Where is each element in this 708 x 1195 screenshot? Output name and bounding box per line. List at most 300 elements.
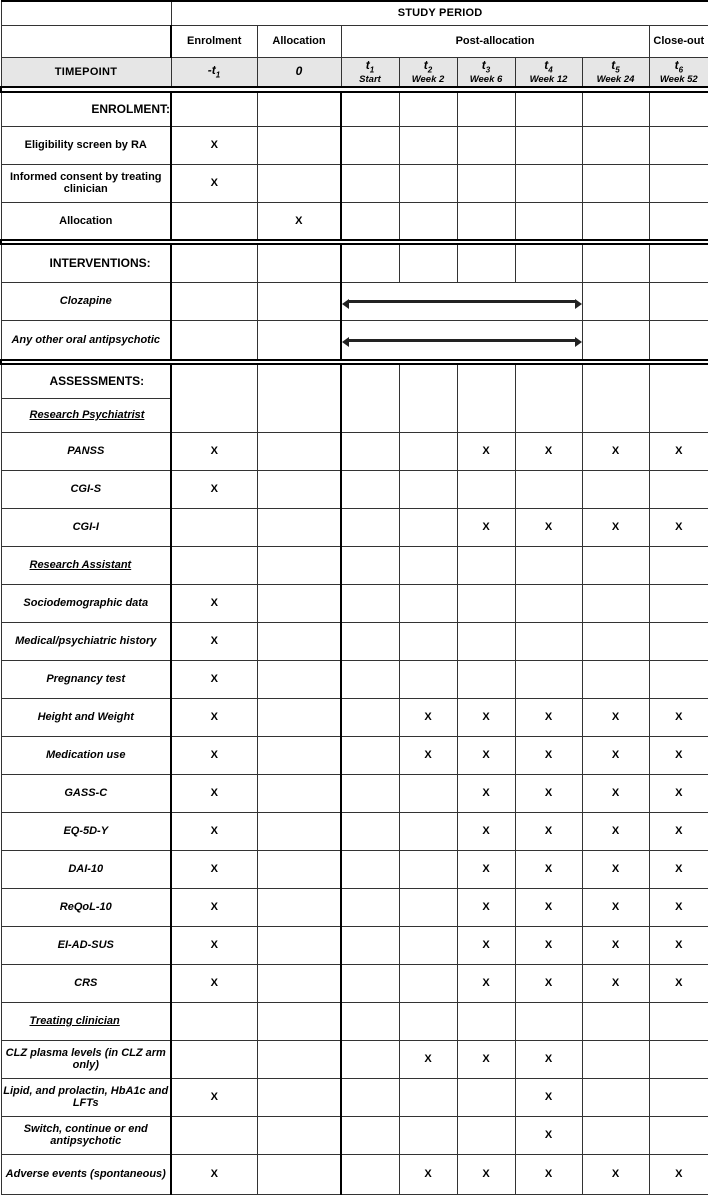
- mark-cell: [649, 622, 708, 660]
- mark-cell: X: [171, 660, 257, 698]
- cell-blank: [341, 398, 399, 432]
- mark-cell: [399, 1078, 457, 1116]
- mark-cell: [257, 926, 341, 964]
- cell-blank: [257, 92, 341, 126]
- study-period-title: STUDY PERIOD: [171, 1, 708, 25]
- mark-cell: X: [399, 736, 457, 774]
- mark-cell: X: [515, 1154, 582, 1194]
- mark-cell: [341, 470, 399, 508]
- timepoint-code-6: t: [611, 58, 615, 72]
- mark-cell: [341, 1154, 399, 1194]
- table-row: [1, 1078, 708, 1116]
- mark-cell: [582, 1040, 649, 1078]
- table-row: [1, 202, 708, 240]
- mark-cell: [341, 812, 399, 850]
- cell-blank: [582, 1002, 649, 1040]
- mark-cell: [515, 126, 582, 164]
- cell-blank: [649, 244, 708, 282]
- mark-cell: X: [171, 432, 257, 470]
- mark-cell: [257, 1154, 341, 1194]
- mark-cell: [171, 320, 257, 360]
- timepoint-sub-4: 3: [486, 65, 490, 74]
- timepoint-t3: [457, 57, 515, 87]
- table-row: [1, 622, 708, 660]
- cell-blank: [649, 1002, 708, 1040]
- mark-cell: X: [171, 164, 257, 202]
- table-row: [1, 888, 708, 926]
- mark-cell: X: [171, 736, 257, 774]
- timepoint-t1: [341, 57, 399, 87]
- cell-blank: [257, 546, 341, 584]
- mark-cell: X: [399, 698, 457, 736]
- mark-cell: [257, 320, 341, 360]
- mark-cell: [257, 774, 341, 812]
- mark-cell: [649, 202, 708, 240]
- timepoint-code-3: t: [424, 58, 428, 72]
- mark-cell: [341, 508, 399, 546]
- mark-cell: [171, 1116, 257, 1154]
- mark-cell: [171, 282, 257, 320]
- mark-cell: [399, 660, 457, 698]
- mark-cell: X: [649, 926, 708, 964]
- mark-cell: X: [171, 698, 257, 736]
- table-row: [1, 1040, 708, 1078]
- mark-cell: [515, 584, 582, 622]
- row-label-other-antipsychotic: Any other oral antipsychotic: [1, 320, 171, 360]
- mark-cell: X: [515, 736, 582, 774]
- timepoint-sub-5: 4: [548, 65, 552, 74]
- cell-blank: [649, 398, 708, 432]
- cell-blank: [399, 364, 457, 398]
- table-row: [1, 964, 708, 1002]
- table-row: [1, 584, 708, 622]
- timepoint-week-2: Start: [342, 75, 399, 85]
- table-row: [1, 698, 708, 736]
- mark-cell: [341, 1040, 399, 1078]
- mark-cell: [649, 1040, 708, 1078]
- table-row: [1, 432, 708, 470]
- cell-blank: [171, 1002, 257, 1040]
- mark-cell: [399, 508, 457, 546]
- mark-cell: [582, 282, 649, 320]
- mark-cell: [257, 888, 341, 926]
- header-row-phases: [1, 25, 708, 57]
- mark-cell: [341, 622, 399, 660]
- cell-blank: [515, 364, 582, 398]
- mark-cell: X: [582, 964, 649, 1002]
- section-title-interventions: INTERVENTIONS:: [1, 244, 171, 282]
- mark-cell: X: [171, 926, 257, 964]
- mark-cell: [257, 698, 341, 736]
- timepoint-code-2: t: [366, 58, 370, 72]
- timepoint-code-1: 0: [296, 64, 303, 78]
- timepoint-label: TIMEPOINT: [1, 57, 171, 87]
- mark-cell: X: [515, 1040, 582, 1078]
- mark-cell: [341, 1116, 399, 1154]
- section-title-assessments: ASSESSMENTS:: [1, 364, 171, 398]
- cell-blank: [399, 398, 457, 432]
- mark-cell: X: [171, 622, 257, 660]
- table-row: [1, 926, 708, 964]
- mark-cell: [582, 202, 649, 240]
- mark-cell: [582, 660, 649, 698]
- mark-cell: X: [582, 698, 649, 736]
- row-label-lipid-prolactin-hba1c-lfts: Lipid, and prolactin, HbA1c and LFTs: [1, 1078, 171, 1116]
- mark-cell: [582, 584, 649, 622]
- mark-cell: X: [171, 584, 257, 622]
- row-label-cgi-i: CGI-I: [1, 508, 171, 546]
- mark-cell: [457, 202, 515, 240]
- mark-cell: X: [582, 850, 649, 888]
- row-label-informed-consent: Informed consent by treating clinician: [1, 164, 171, 202]
- cell-blank: [171, 244, 257, 282]
- row-label-height-and-weight: Height and Weight: [1, 698, 171, 736]
- mark-cell: [257, 508, 341, 546]
- intervention-bar-clozapine: [341, 282, 582, 320]
- table-row: [1, 850, 708, 888]
- mark-cell: [399, 850, 457, 888]
- mark-cell: X: [457, 964, 515, 1002]
- mark-cell: [457, 164, 515, 202]
- table-row: [1, 1154, 708, 1194]
- mark-cell: [399, 888, 457, 926]
- cell-blank: [341, 546, 399, 584]
- mark-cell: [649, 470, 708, 508]
- mark-cell: [399, 926, 457, 964]
- mark-cell: [257, 432, 341, 470]
- mark-cell: [341, 202, 399, 240]
- phase-allocation: Allocation: [257, 25, 341, 57]
- mark-cell: X: [257, 202, 341, 240]
- mark-cell: X: [457, 888, 515, 926]
- cell-blank: [341, 1002, 399, 1040]
- cell-blank: [399, 1002, 457, 1040]
- cell-blank: [171, 398, 257, 432]
- mark-cell: X: [457, 432, 515, 470]
- mark-cell: X: [649, 432, 708, 470]
- mark-cell: X: [515, 888, 582, 926]
- mark-cell: [257, 736, 341, 774]
- cell-blank: [515, 546, 582, 584]
- mark-cell: X: [515, 850, 582, 888]
- mark-cell: X: [515, 432, 582, 470]
- mark-cell: [399, 774, 457, 812]
- mark-cell: [257, 660, 341, 698]
- mark-cell: [341, 888, 399, 926]
- mark-cell: [341, 164, 399, 202]
- row-label-ei-ad-sus: EI-AD-SUS: [1, 926, 171, 964]
- cell-blank: [257, 398, 341, 432]
- mark-cell: X: [171, 126, 257, 164]
- timepoint-code-7: t: [675, 58, 679, 72]
- cell-blank: [582, 546, 649, 584]
- cell-blank: [582, 398, 649, 432]
- header-row-timepoint: [1, 57, 708, 87]
- row-label-eq-5d-y: EQ-5D-Y: [1, 812, 171, 850]
- mark-cell: X: [515, 1116, 582, 1154]
- mark-cell: [649, 1116, 708, 1154]
- cell-blank: [257, 364, 341, 398]
- mark-cell: [399, 964, 457, 1002]
- timepoint-code-5: t: [544, 58, 548, 72]
- mark-cell: [399, 202, 457, 240]
- subsection-row-treating-clinician: [1, 1002, 708, 1040]
- cell-blank: [649, 92, 708, 126]
- mark-cell: X: [171, 888, 257, 926]
- mark-cell: [457, 622, 515, 660]
- timepoint-sub-2: 1: [370, 65, 374, 74]
- section-title-row-interventions: [1, 244, 708, 282]
- row-label-gass-c: GASS-C: [1, 774, 171, 812]
- cell-blank: [171, 364, 257, 398]
- mark-cell: [171, 202, 257, 240]
- timepoint-sub-7: 6: [679, 65, 683, 74]
- table-row: [1, 470, 708, 508]
- row-label-medical-psychiatric-history: Medical/psychiatric history: [1, 622, 171, 660]
- mark-cell: [341, 584, 399, 622]
- cell-blank: [399, 546, 457, 584]
- mark-cell: X: [649, 812, 708, 850]
- subsection-row-research-assistant: [1, 546, 708, 584]
- mark-cell: [649, 1078, 708, 1116]
- mark-cell: X: [515, 1078, 582, 1116]
- mark-cell: [649, 660, 708, 698]
- mark-cell: X: [457, 736, 515, 774]
- row-label-allocation: Allocation: [1, 202, 171, 240]
- mark-cell: X: [457, 850, 515, 888]
- mark-cell: [515, 164, 582, 202]
- mark-cell: X: [171, 470, 257, 508]
- mark-cell: [457, 660, 515, 698]
- cell-blank: [341, 92, 399, 126]
- mark-cell: [341, 660, 399, 698]
- table-row: [1, 1116, 708, 1154]
- mark-cell: X: [649, 698, 708, 736]
- mark-cell: [341, 126, 399, 164]
- mark-cell: X: [582, 1154, 649, 1194]
- timepoint-sub-6: 5: [615, 65, 619, 74]
- row-label-clz-plasma-levels: CLZ plasma levels (in CLZ arm only): [1, 1040, 171, 1078]
- mark-cell: [582, 320, 649, 360]
- mark-cell: X: [171, 774, 257, 812]
- cell-blank: [399, 244, 457, 282]
- subsection-research-psychiatrist: Research Psychiatrist: [1, 398, 171, 432]
- timepoint-week-6: Week 24: [583, 75, 649, 85]
- table-row: [1, 126, 708, 164]
- mark-cell: X: [649, 1154, 708, 1194]
- cell-blank: [457, 364, 515, 398]
- mark-cell: [257, 164, 341, 202]
- mark-cell: [457, 470, 515, 508]
- mark-cell: X: [515, 508, 582, 546]
- mark-cell: [341, 1078, 399, 1116]
- phase-post-allocation: Post-allocation: [341, 25, 649, 57]
- mark-cell: [399, 432, 457, 470]
- cell-blank: [457, 546, 515, 584]
- row-label-dai-10: DAI-10: [1, 850, 171, 888]
- double-arrow-icon: [348, 300, 576, 303]
- timepoint-sub-3: 2: [428, 65, 432, 74]
- cell-blank: [649, 546, 708, 584]
- table-row: [1, 164, 708, 202]
- timepoint-t2: [399, 57, 457, 87]
- cell-blank: [515, 92, 582, 126]
- mark-cell: [399, 584, 457, 622]
- cell-blank: [582, 244, 649, 282]
- mark-cell: [171, 1040, 257, 1078]
- mark-cell: [257, 282, 341, 320]
- mark-cell: [399, 470, 457, 508]
- mark-cell: [341, 432, 399, 470]
- mark-cell: X: [515, 812, 582, 850]
- cell-blank: [515, 1002, 582, 1040]
- mark-cell: X: [457, 812, 515, 850]
- mark-cell: [257, 470, 341, 508]
- mark-cell: [457, 1078, 515, 1116]
- timepoint-week-3: Week 2: [400, 75, 457, 85]
- timepoint-enrolment: [171, 57, 257, 87]
- mark-cell: X: [457, 774, 515, 812]
- timepoint-code-4: t: [482, 58, 486, 72]
- table-row: [1, 774, 708, 812]
- double-arrow-icon: [348, 339, 576, 342]
- intervention-bar-other-antipsychotic: [341, 320, 582, 360]
- mark-cell: [341, 964, 399, 1002]
- cell-blank: [399, 92, 457, 126]
- mark-cell: [257, 584, 341, 622]
- mark-cell: [582, 622, 649, 660]
- mark-cell: [257, 964, 341, 1002]
- phase-enrolment: Enrolment: [171, 25, 257, 57]
- mark-cell: X: [457, 698, 515, 736]
- mark-cell: X: [171, 812, 257, 850]
- mark-cell: [399, 622, 457, 660]
- mark-cell: X: [649, 508, 708, 546]
- mark-cell: [515, 470, 582, 508]
- timepoint-week-7: Week 52: [650, 75, 708, 85]
- cell-blank: [515, 244, 582, 282]
- table-row: [1, 508, 708, 546]
- mark-cell: [257, 850, 341, 888]
- mark-cell: [457, 1116, 515, 1154]
- mark-cell: X: [399, 1154, 457, 1194]
- mark-cell: X: [582, 888, 649, 926]
- mark-cell: [257, 1078, 341, 1116]
- mark-cell: X: [457, 926, 515, 964]
- mark-cell: X: [457, 1154, 515, 1194]
- mark-cell: [341, 774, 399, 812]
- row-label-switch-continue-end-antipsychotic: Switch, continue or end antipsychotic: [1, 1116, 171, 1154]
- mark-cell: X: [582, 774, 649, 812]
- phase-corner-blank: [1, 25, 171, 57]
- mark-cell: X: [515, 926, 582, 964]
- cell-blank: [171, 546, 257, 584]
- mark-cell: X: [515, 964, 582, 1002]
- table-row: [1, 282, 708, 320]
- mark-cell: X: [399, 1040, 457, 1078]
- mark-cell: [582, 1116, 649, 1154]
- timepoint-allocation: [257, 57, 341, 87]
- row-label-panss: PANSS: [1, 432, 171, 470]
- mark-cell: [457, 126, 515, 164]
- cell-blank: [341, 364, 399, 398]
- cell-blank: [649, 364, 708, 398]
- mark-cell: [515, 202, 582, 240]
- mark-cell: X: [582, 508, 649, 546]
- mark-cell: [171, 508, 257, 546]
- table-row: [1, 660, 708, 698]
- mark-cell: [257, 622, 341, 660]
- mark-cell: X: [582, 926, 649, 964]
- mark-cell: [582, 470, 649, 508]
- mark-cell: [515, 660, 582, 698]
- cell-blank: [257, 244, 341, 282]
- timepoint-week-5: Week 12: [516, 75, 582, 85]
- header-corner-blank: [1, 1, 171, 25]
- mark-cell: X: [582, 432, 649, 470]
- mark-cell: [515, 622, 582, 660]
- timepoint-t4: [515, 57, 582, 87]
- subsection-treating-clinician: Treating clinician: [1, 1002, 171, 1040]
- mark-cell: [341, 736, 399, 774]
- mark-cell: [582, 1078, 649, 1116]
- mark-cell: X: [457, 1040, 515, 1078]
- mark-cell: [257, 812, 341, 850]
- cell-blank: [457, 398, 515, 432]
- row-label-eligibility-screen: Eligibility screen by RA: [1, 126, 171, 164]
- mark-cell: [582, 126, 649, 164]
- mark-cell: [399, 812, 457, 850]
- timepoint-sub-0: 1: [216, 70, 220, 79]
- timepoint-t6: [649, 57, 708, 87]
- mark-cell: [341, 698, 399, 736]
- mark-cell: [582, 164, 649, 202]
- row-label-cgi-s: CGI-S: [1, 470, 171, 508]
- row-label-clozapine: Clozapine: [1, 282, 171, 320]
- row-label-sociodemographic-data: Sociodemographic data: [1, 584, 171, 622]
- mark-cell: X: [171, 1154, 257, 1194]
- mark-cell: X: [171, 964, 257, 1002]
- cell-blank: [341, 244, 399, 282]
- mark-cell: X: [649, 850, 708, 888]
- phase-close-out: Close-out: [649, 25, 708, 57]
- mark-cell: X: [649, 964, 708, 1002]
- mark-cell: X: [649, 736, 708, 774]
- mark-cell: [257, 126, 341, 164]
- mark-cell: X: [171, 850, 257, 888]
- subsection-row-research-psychiatrist: [1, 398, 708, 432]
- mark-cell: [649, 282, 708, 320]
- section-title-row-assessments: [1, 364, 708, 398]
- mark-cell: [257, 1040, 341, 1078]
- mark-cell: X: [171, 1078, 257, 1116]
- table-row: [1, 320, 708, 360]
- mark-cell: X: [457, 508, 515, 546]
- mark-cell: X: [515, 698, 582, 736]
- cell-blank: [457, 1002, 515, 1040]
- cell-blank: [582, 92, 649, 126]
- cell-blank: [515, 398, 582, 432]
- mark-cell: [341, 926, 399, 964]
- table-row: [1, 736, 708, 774]
- section-title-row-enrolment: [1, 92, 708, 126]
- mark-cell: [399, 164, 457, 202]
- cell-blank: [457, 92, 515, 126]
- mark-cell: [649, 164, 708, 202]
- mark-cell: [257, 1116, 341, 1154]
- mark-cell: [341, 850, 399, 888]
- mark-cell: [399, 126, 457, 164]
